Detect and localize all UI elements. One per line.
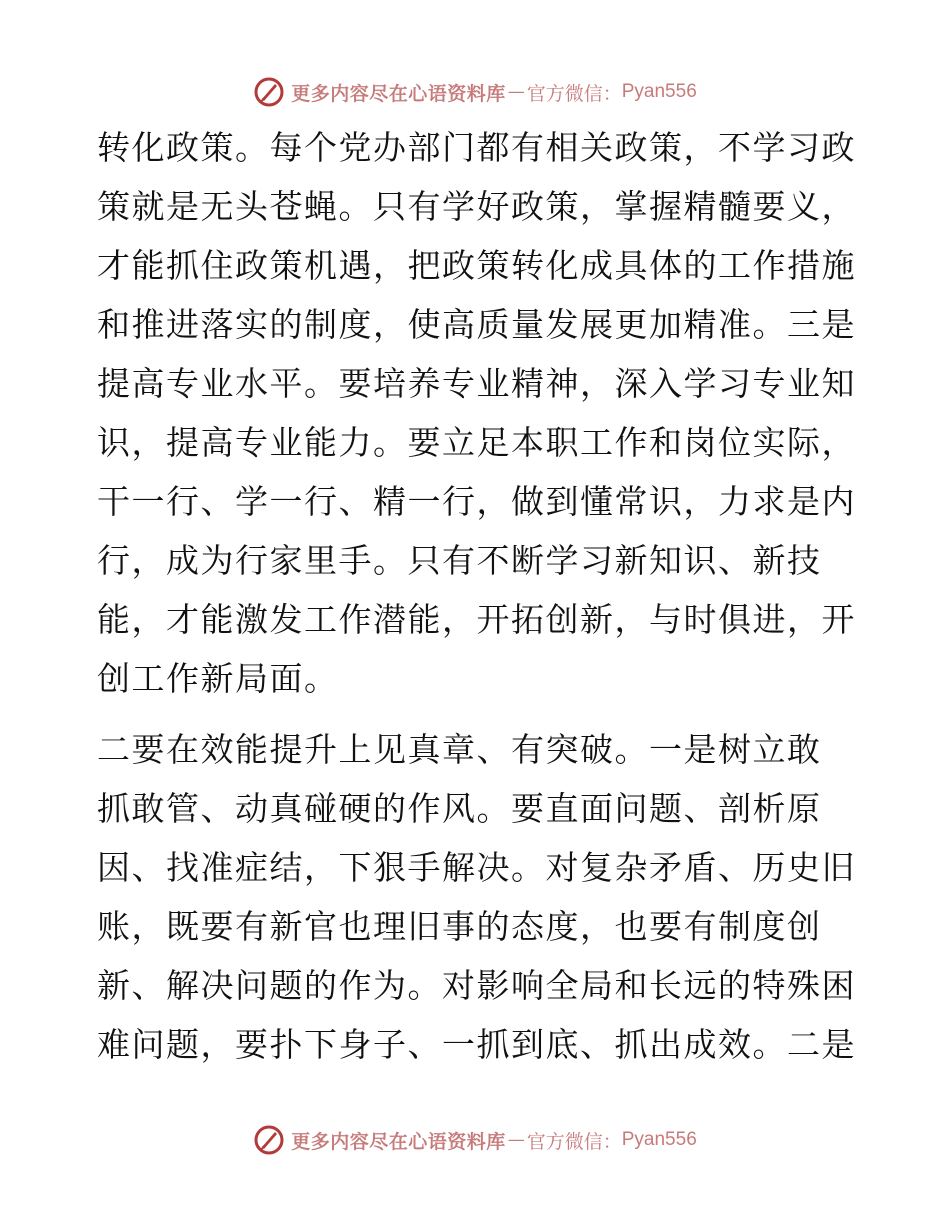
quill-seal-icon — [253, 1124, 285, 1156]
text-line: 账，既要有新官也理旧事的态度，也要有制度创 — [97, 907, 822, 946]
footer-wechat-id: Pyan556 — [621, 1129, 697, 1150]
text-line: 才能抓住政策机遇，把政策转化成具体的工作措施 — [97, 246, 856, 285]
text-line: 二要在效能提升上见真章、有突破。一是树立敢 — [97, 730, 822, 769]
text-line: 转化政策。每个党办部门都有相关政策，不学习政 — [97, 128, 856, 167]
text-line: 新、解决问题的作为。对影响全局和长远的特殊困 — [97, 966, 856, 1005]
text-line: 提高专业水平。要培养专业精神，深入学习专业知 — [97, 364, 856, 403]
header-text: 更多内容尽在心语资料库 — [291, 82, 506, 105]
header-wechat-label: 官方微信： — [526, 82, 622, 105]
text-line: 识，提高专业能力。要立足本职工作和岗位实际， — [97, 423, 856, 462]
text-line: 能，才能激发工作潜能，开拓创新，与时俱进，开 — [97, 600, 856, 639]
paragraph-2 — [97, 720, 857, 1074]
text-line: 难问题，要扑下身子、一抓到底、抓出成效。二是 — [97, 1025, 856, 1064]
document-body — [97, 118, 857, 1074]
footer-watermark — [0, 1120, 950, 1160]
footer-text: 更多内容尽在心语资料库 — [291, 1130, 506, 1153]
text-line: 策就是无头苍蝇。只有学好政策，掌握精髓要义， — [97, 187, 856, 226]
header-wechat-id: Pyan556 — [621, 81, 697, 102]
text-line: 因、找准症结，下狠手解决。对复杂矛盾、历史旧 — [97, 848, 856, 887]
paragraph-1 — [97, 118, 857, 708]
text-line: 行，成为行家里手。只有不断学习新知识、新技 — [97, 541, 822, 580]
header-separator: — — [507, 82, 525, 102]
header-watermark — [0, 72, 950, 112]
text-line: 创工作新局面。 — [97, 659, 339, 698]
footer-separator: — — [507, 1130, 525, 1150]
footer-wechat-label: 官方微信： — [526, 1130, 622, 1153]
paragraph-spacer — [97, 708, 857, 720]
text-line: 和推进落实的制度，使高质量发展更加精准。三是 — [97, 305, 856, 344]
quill-seal-icon — [253, 76, 285, 108]
text-line: 干一行、学一行、精一行，做到懂常识，力求是内 — [97, 482, 856, 521]
text-line: 抓敢管、动真碰硬的作风。要直面问题、剖析原 — [97, 789, 822, 828]
